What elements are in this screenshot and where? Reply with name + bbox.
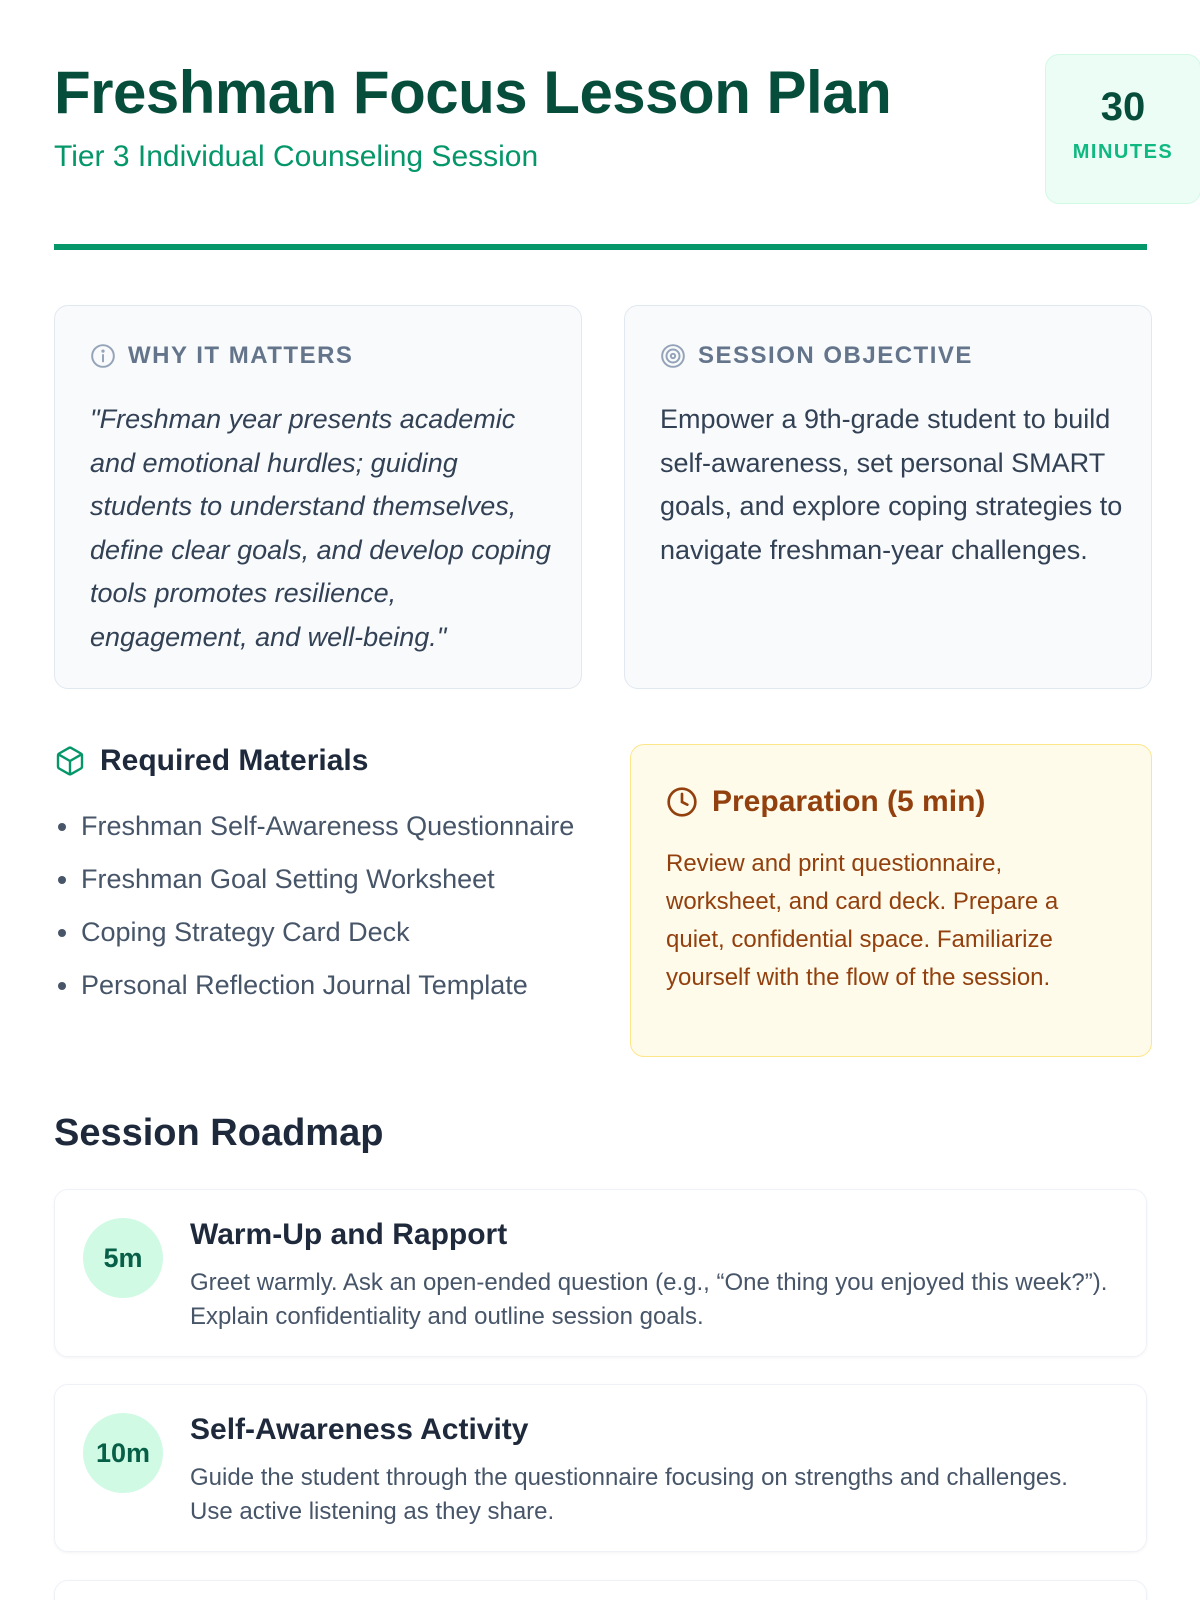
materials-list xyxy=(54,806,594,1005)
step-description: Guide the student through the questionnaire focusing on strengths and challenges. Use active listening as they share. xyxy=(190,1464,1068,1525)
page-title: Freshman Focus Lesson Plan xyxy=(54,59,892,126)
preparation-header xyxy=(666,785,985,819)
session-objective-text: Empower a 9th-grade student to build self-awareness, set personal SMART goals, and explore coping strategies to navigate freshman-year challenges. xyxy=(660,404,1123,565)
header-divider xyxy=(54,244,1147,250)
step-title: Warm-Up and Rapport xyxy=(190,1218,508,1251)
list-item: • Freshman Goal Setting Worksheet xyxy=(81,859,594,899)
page-subtitle: Tier 3 Individual Counseling Session xyxy=(54,140,539,173)
list-item: • Freshman Self-Awareness Questionnaire xyxy=(81,806,594,846)
session-roadmap-title: Session Roadmap xyxy=(54,1112,384,1154)
required-materials xyxy=(54,744,594,1018)
clock-icon xyxy=(666,786,698,818)
roadmap-step xyxy=(54,1384,1147,1552)
why-it-matters-quote: "Freshman year presents academic and emotional hurdles; guiding students to understand themselves, define clear goals, and develop coping tools promotes resilience, engagement, and well-being." xyxy=(90,404,551,652)
preparation-text: Review and print questionnaire, worksheet, and card deck. Prepare a quiet, confidential space. Familiarize yourself with the flow of the session. xyxy=(666,850,1059,991)
step-title: Self-Awareness Activity xyxy=(190,1413,529,1446)
duration-badge xyxy=(1045,54,1200,204)
roadmap-step xyxy=(54,1189,1147,1357)
step-description: Greet warmly. Ask an open-ended question (e.g., “One thing you enjoyed this week?”). Explain confidentiality and outline session goals. xyxy=(190,1269,1108,1330)
package-icon xyxy=(54,745,86,777)
step-duration-badge: 10m xyxy=(83,1413,163,1493)
duration-unit: MINUTES xyxy=(1072,141,1174,163)
why-it-matters-header xyxy=(90,342,353,370)
why-it-matters-card xyxy=(54,305,582,689)
session-objective-header xyxy=(660,342,973,370)
list-item: • Personal Reflection Journal Template xyxy=(81,965,594,1005)
preparation-title: Preparation (5 min) xyxy=(712,785,986,818)
session-objective-card xyxy=(624,305,1152,689)
required-materials-title: Required Materials xyxy=(100,744,369,777)
preparation-card xyxy=(630,744,1152,1057)
duration-value: 30 xyxy=(1100,85,1146,129)
roadmap-step-partial xyxy=(54,1580,1147,1600)
why-it-matters-label: WHY IT MATTERS xyxy=(128,342,354,369)
list-item: • Coping Strategy Card Deck xyxy=(81,912,594,952)
step-duration-badge: 5m xyxy=(83,1218,163,1298)
page-header xyxy=(54,54,1174,204)
required-materials-header xyxy=(54,744,594,778)
session-objective-label: SESSION OBJECTIVE xyxy=(698,342,973,369)
target-icon xyxy=(660,343,686,369)
info-icon xyxy=(90,343,116,369)
